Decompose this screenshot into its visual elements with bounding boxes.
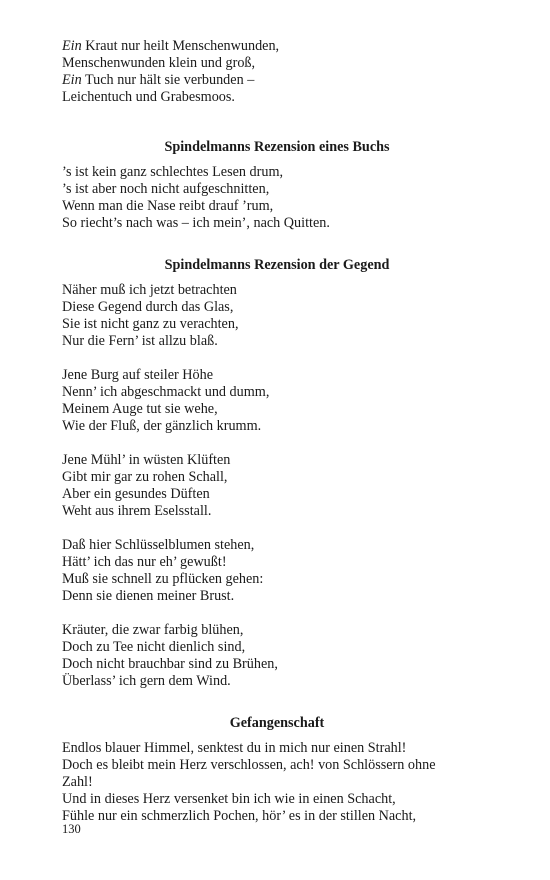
verse-text: Leichentuch und Grabesmoos. xyxy=(62,89,235,105)
verse-line: Jene Burg auf steiler Höhe xyxy=(62,367,214,383)
verse-line: Doch nicht brauchbar sind zu Brühen, xyxy=(62,656,278,672)
poem-title: Spindelmanns Rezension eines Buchs xyxy=(164,139,390,155)
verse-line: Muß sie schnell zu pflücken gehen: xyxy=(62,571,264,587)
poem-stanza xyxy=(62,740,492,825)
verse-line: Nenn’ ich abgeschmackt und dumm, xyxy=(62,384,270,400)
verse-line: ’s ist aber noch nicht aufgeschnitten, xyxy=(62,181,270,197)
poem-stanza xyxy=(62,282,492,350)
verse-line xyxy=(62,38,492,55)
verse-line: Hätt’ ich das nur eh’ gewußt! xyxy=(62,554,227,570)
verse-line: ’s ist kein ganz schlechtes Lesen drum, xyxy=(62,164,284,180)
verse-text: Kraut nur heilt Menschenwunden, xyxy=(81,38,280,54)
poem-stanza xyxy=(62,452,492,520)
poem-title: Spindelmanns Rezension der Gegend xyxy=(164,257,390,273)
poem-continuation-stanza xyxy=(62,38,492,106)
verse-line: Zahl! xyxy=(62,774,93,790)
verse-line xyxy=(62,89,492,106)
verse-line: Meinem Auge tut sie wehe, xyxy=(62,401,218,417)
verse-line: Jene Mühl’ in wüsten Klüften xyxy=(62,452,231,468)
verse-text: Menschenwunden klein und groß, xyxy=(62,55,256,71)
stanza-gap xyxy=(62,435,492,452)
poem-stanza xyxy=(62,164,492,232)
verse-line: Daß hier Schlüsselblumen stehen, xyxy=(62,537,255,553)
verse-line: Endlos blauer Himmel, senktest du in mich nur einen Strahl! xyxy=(62,740,407,756)
verse-line: Sie ist nicht ganz zu verachten, xyxy=(62,316,239,332)
verse-line: Diese Gegend durch das Glas, xyxy=(62,299,234,315)
poem-title: Gefangenschaft xyxy=(229,715,325,731)
stanza-gap xyxy=(62,350,492,367)
poem-stanza xyxy=(62,537,492,605)
verse-line: Aber ein gesundes Düften xyxy=(62,486,210,502)
verse-line: Doch zu Tee nicht dienlich sind, xyxy=(62,639,246,655)
verse-line: Weht aus ihrem Eselsstall. xyxy=(62,503,212,519)
verse-line: Gibt mir gar zu rohen Schall, xyxy=(62,469,228,485)
poem-stanza xyxy=(62,367,492,435)
verse-emphasis: Ein xyxy=(62,72,82,88)
stanza-gap xyxy=(62,605,492,622)
verse-line: Nur die Fern’ ist allzu blaß. xyxy=(62,333,218,349)
verse-line xyxy=(62,72,492,89)
verse-emphasis: Ein xyxy=(62,38,82,54)
page-body xyxy=(62,38,492,825)
poem-stanza xyxy=(62,622,492,690)
verse-line: Wenn man die Nase reibt drauf ’rum, xyxy=(62,198,274,214)
verse-line xyxy=(62,55,492,72)
page-number: 130 xyxy=(62,822,81,836)
verse-line: Wie der Fluß, der gänzlich krumm. xyxy=(62,418,262,434)
verse-line: Näher muß ich jetzt betrachten xyxy=(62,282,237,298)
verse-line: Doch es bleibt mein Herz verschlossen, ach! von Schlössern ohne xyxy=(62,757,436,773)
verse-text: Tuch nur hält sie verbunden – xyxy=(81,72,255,88)
verse-line: Denn sie dienen meiner Brust. xyxy=(62,588,235,604)
verse-line: Und in dieses Herz versenket bin ich wie in einen Schacht, xyxy=(62,791,396,807)
verse-line: Überlass’ ich gern dem Wind. xyxy=(62,673,231,689)
verse-line: Fühle nur ein schmerzlich Pochen, hör’ es in der stillen Nacht, xyxy=(62,808,417,824)
verse-line: Kräuter, die zwar farbig blühen, xyxy=(62,622,244,638)
stanza-gap xyxy=(62,520,492,537)
verse-line: So riecht’s nach was – ich mein’, nach Quitten. xyxy=(62,215,330,231)
